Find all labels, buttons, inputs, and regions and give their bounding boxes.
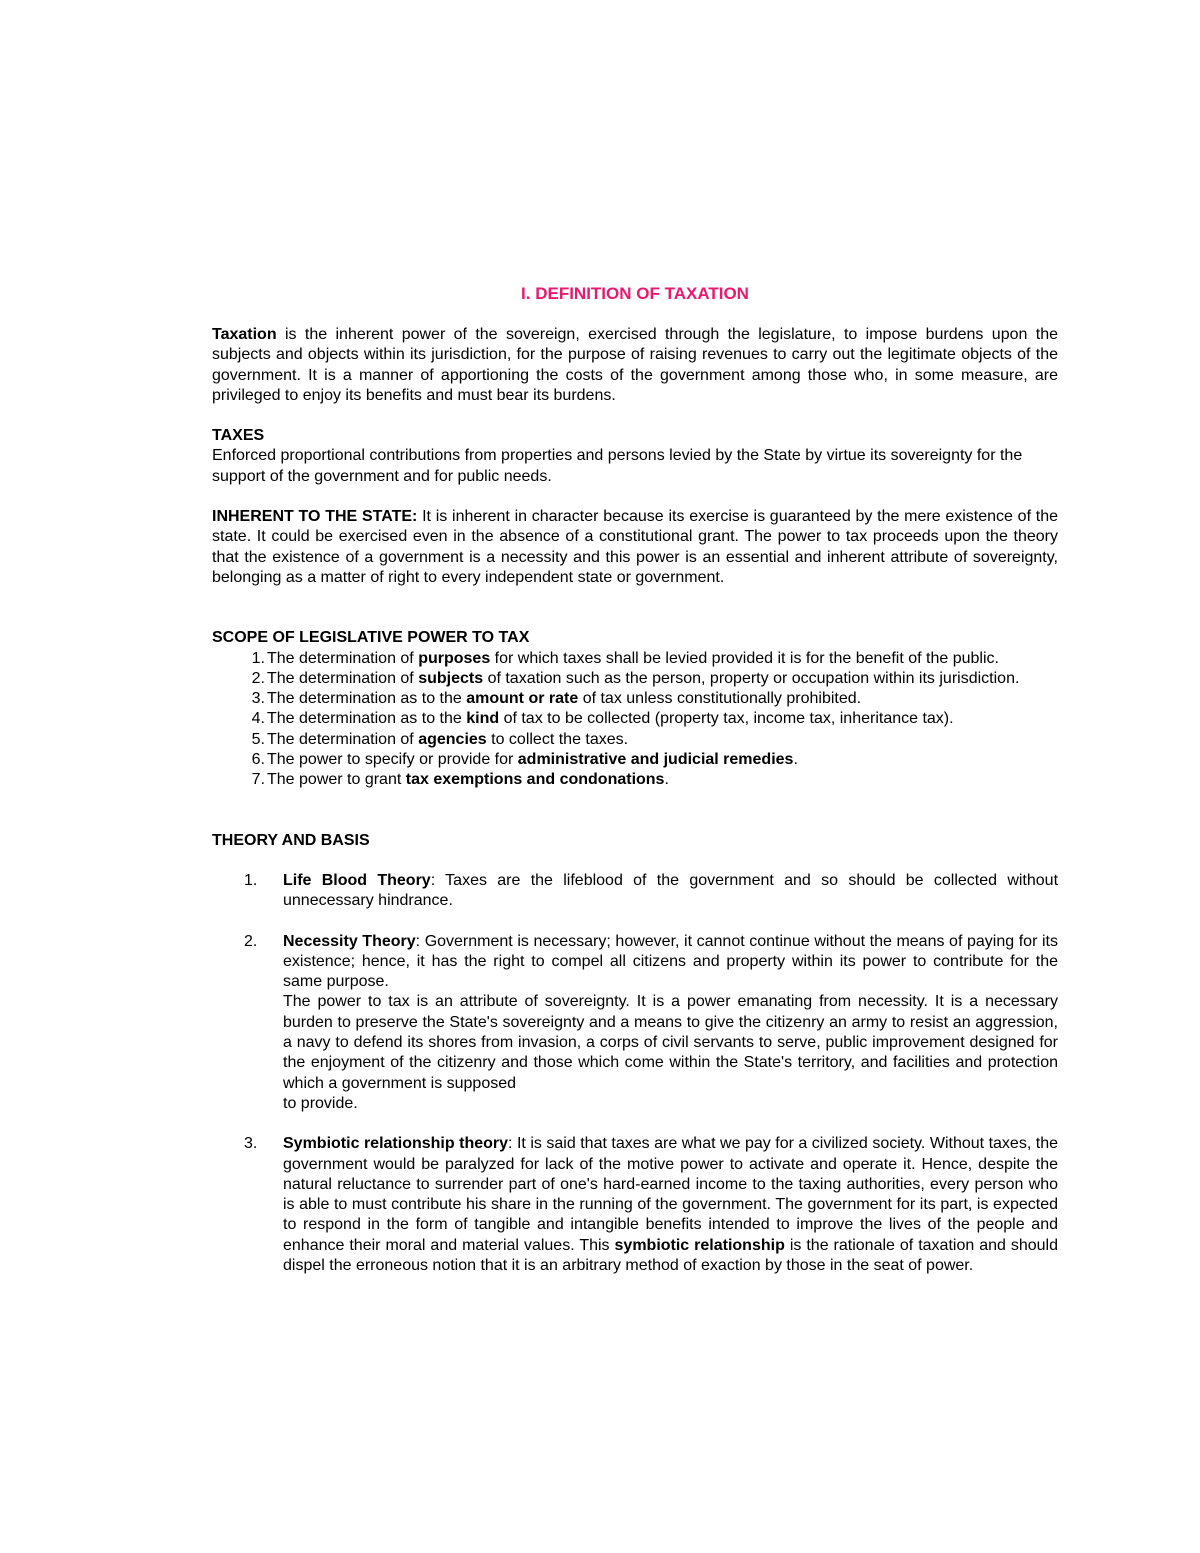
scope-item bbox=[212, 689, 1058, 709]
scope-item-number: 5. bbox=[251, 730, 265, 748]
scope-item-text: The power to specify or provide for bbox=[267, 751, 518, 769]
scope-item-number: 2. bbox=[251, 669, 265, 687]
scope-item-number: 3. bbox=[251, 690, 265, 708]
inherent-text: It is inherent in character because its exercise is guaranteed by the mere existence of the state. It could be exercised even in the absence of a constitutional grant. The power to tax proceeds upon the theory that the existence of a government is a necessity and this power is an essential and inherent attribute of sovereignty, belonging as a matter of right to every independent state or government. bbox=[212, 508, 1058, 586]
scope-item-text: . bbox=[793, 751, 798, 769]
theory-bold-phrase: symbiotic relationship bbox=[614, 1236, 785, 1254]
theory-item-number: 2. bbox=[244, 932, 258, 950]
definition-term: Taxation bbox=[212, 326, 277, 343]
scope-item-text: of tax to be collected (property tax, income tax, inheritance tax). bbox=[499, 710, 954, 728]
scope-item bbox=[212, 669, 1058, 689]
scope-item bbox=[212, 750, 1058, 770]
definition-text: is the inherent power of the sovereign, exercised through the legislature, to impose burdens upon the subjects and objects within its jurisdiction, for the purpose of raising revenues to carry out the legitimate objects of the government. It is a manner of apportioning the costs of the government among those who, in some measure, are privileged to enjoy its benefits and must bear its burdens. bbox=[212, 326, 1058, 404]
scope-item-number: 7. bbox=[251, 771, 265, 789]
page-title: I. DEFINITION OF TAXATION bbox=[521, 284, 749, 303]
scope-item-text: to collect the taxes. bbox=[486, 730, 629, 748]
scope-item-text: The determination as to the bbox=[267, 710, 467, 728]
scope-item-bold: subjects bbox=[418, 669, 484, 687]
scope-item-text: of taxation such as the person, property or occupation within its jurisdiction. bbox=[483, 669, 1020, 687]
taxes-text: Enforced proportional contributions from properties and persons levied by the State by virtue its sovereignty for the support of the government and for public needs. bbox=[212, 447, 1023, 485]
theory-item-number: 1. bbox=[244, 871, 258, 889]
theory-text: : Government is necessary; however, it cannot continue without the means of paying for its existence; hence, it has the right to compel all citizens and property within its power to contribute for the same purpose. bbox=[283, 932, 1058, 991]
scope-list bbox=[212, 649, 1058, 791]
theory-term: Life Blood Theory bbox=[283, 871, 431, 889]
scope-item-text: The determination as to the bbox=[267, 690, 467, 708]
theory-item-life-blood bbox=[212, 871, 1058, 912]
theory-text: : Taxes are the lifeblood of the government and so should be collected without unnecessary hindrance. bbox=[283, 871, 1059, 910]
scope-item-text: The determination of bbox=[267, 669, 419, 687]
theory-text-end: to provide. bbox=[283, 1094, 358, 1112]
scope-item-bold: administrative and judicial remedies bbox=[517, 751, 794, 769]
scope-item bbox=[212, 730, 1058, 750]
scope-item-text: The determination of bbox=[267, 649, 419, 667]
scope-item bbox=[212, 709, 1058, 729]
scope-item bbox=[212, 770, 1058, 790]
scope-item-text: The power to grant bbox=[267, 771, 406, 789]
scope-item-text: for which taxes shall be levied provided it is for the benefit of the public. bbox=[490, 649, 999, 667]
inherent-paragraph bbox=[212, 507, 1058, 588]
theory-item-symbiotic bbox=[212, 1134, 1058, 1276]
scope-item-bold: kind bbox=[466, 710, 500, 728]
theory-term: Necessity Theory bbox=[283, 932, 416, 950]
theory-text-end: is the rationale of taxation and should dispel the erroneous notion that it is an arbitrary method of exaction by those in the seat of power. bbox=[283, 1236, 1059, 1274]
scope-item-bold: tax exemptions and condonations bbox=[405, 771, 665, 789]
theory-heading: THEORY AND BASIS bbox=[212, 831, 370, 849]
definition-paragraph bbox=[212, 325, 1058, 406]
scope-item-text: of tax unless constitutionally prohibited. bbox=[578, 690, 862, 708]
scope-item-number: 4. bbox=[251, 710, 265, 728]
theory-item-necessity bbox=[212, 932, 1058, 1115]
scope-heading: SCOPE OF LEGISLATIVE POWER TO TAX bbox=[212, 629, 530, 647]
scope-item bbox=[212, 649, 1058, 669]
scope-item-bold: agencies bbox=[418, 730, 487, 748]
scope-item-bold: purposes bbox=[418, 649, 491, 667]
scope-item-bold: amount or rate bbox=[466, 690, 579, 708]
theory-text: : It is said that taxes are what we pay for a civilized society. Without taxes, the government would be paralyzed for lack of the motive power to activate and operate it. Hence, despite the natural reluctance to surrender part of one's hard-earned income to the taxing authorities, every person who is able to must contribute his share in the running of the government. The government for its part, is expected to respond in the form of tangible and intangible benefits intended to improve the lives of the people and enhance their moral and material values. This bbox=[283, 1135, 1059, 1254]
theory-text-continued: The power to tax is an attribute of sovereignty. It is a power emanating from necessity. It is a necessary burden to preserve the State's sovereignty and a means to give the citizenry an army to resist an aggression, a navy to defend its shores from invasion, a corps of civil servants to serve, public improvement designed for the enjoyment of the citizenry and those which come within the State's territory, and facilities and protection which a government is supposed bbox=[283, 993, 1058, 1092]
scope-item-number: 1. bbox=[251, 649, 265, 667]
scope-item-number: 6. bbox=[251, 751, 265, 769]
scope-item-text: The determination of bbox=[267, 730, 419, 748]
scope-item-text: . bbox=[664, 771, 669, 789]
theory-item-number: 3. bbox=[244, 1135, 258, 1153]
theory-list bbox=[212, 871, 1058, 1276]
taxes-heading: TAXES bbox=[212, 427, 265, 445]
theory-term: Symbiotic relationship theory bbox=[283, 1135, 509, 1153]
inherent-heading: INHERENT TO THE STATE: bbox=[212, 508, 418, 526]
document-page bbox=[212, 283, 1058, 1276]
